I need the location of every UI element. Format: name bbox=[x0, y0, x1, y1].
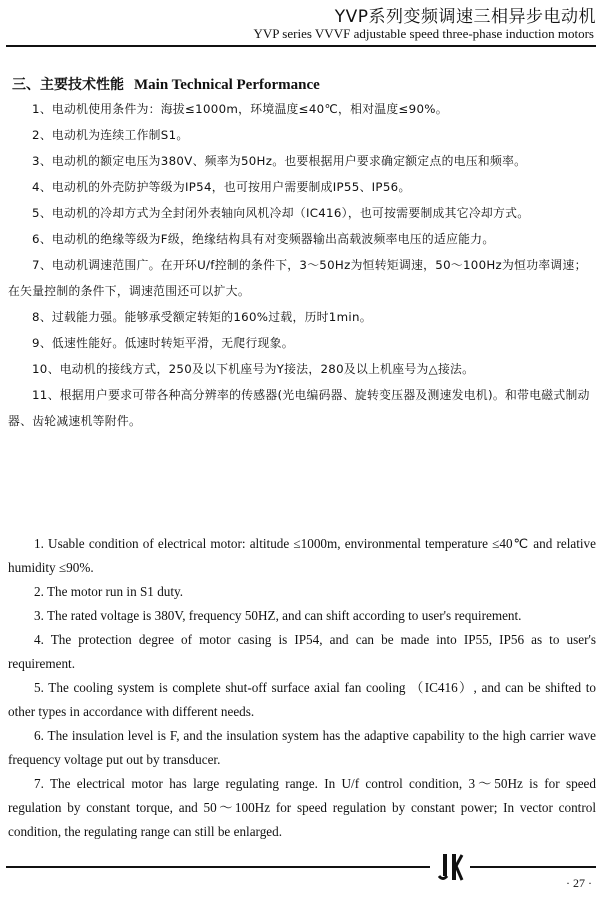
cn-item: 4、电动机的外壳防护等级为IP54，也可按用户需要制成IP55、IP56。 bbox=[32, 180, 411, 194]
cn-spec-list bbox=[0, 96, 602, 434]
cn-item: 6、电动机的绝缘等级为F级，绝缘结构具有对变频器输出高载波频率电压的适应能力。 bbox=[32, 232, 495, 246]
header-subtitle: YVP series VVVF adjustable speed three-phase induction motors bbox=[253, 26, 594, 41]
section-title-en: Main Technical Performance bbox=[134, 77, 320, 93]
cn-item: 9、低速性能好。低速时转矩平滑，无爬行现象。 bbox=[32, 336, 294, 350]
page-number: · 27 · bbox=[566, 876, 592, 890]
cn-item: 10、电动机的接线方式，250及以下机座号为Y接法，280及以上机座号为△接法。 bbox=[32, 362, 475, 376]
header-divider bbox=[6, 45, 596, 47]
en-spec-list bbox=[0, 532, 602, 844]
jk-logo-icon bbox=[438, 852, 464, 882]
en-item: 6. The insulation level is F, and the insulation system has the adaptive capability to the high carrier wave frequency voltage put out by transducer. bbox=[8, 728, 596, 767]
en-item: 1. Usable condition of electrical motor: altitude ≤1000m, environmental temperature ≤40℃ and relative humidity ≤90%. bbox=[8, 536, 596, 575]
section-title-cn: 三、主要技术性能 bbox=[12, 77, 124, 93]
en-item: 3. The rated voltage is 380V, frequency 50HZ, and can shift according to user's requirement. bbox=[34, 608, 522, 623]
cn-item: 8、过载能力强。能够承受额定转矩的160%过载，历时1min。 bbox=[32, 310, 372, 324]
cn-item: 1、电动机使用条件为：海拔≤1000m，环境温度≤40℃，相对温度≤90%。 bbox=[32, 102, 448, 116]
en-item: 4. The protection degree of motor casing is IP54, and can be made into IP55, IP56 as to user's requirement. bbox=[8, 632, 596, 671]
cn-item: 3、电动机的额定电压为380V、频率为50Hz。也要根据用户要求确定额定点的电压和频率。 bbox=[32, 154, 527, 168]
cn-item: 2、电动机为连续工作制S1。 bbox=[32, 128, 189, 142]
en-item: 5. The cooling system is complete shut-off surface axial fan cooling （IC416）, and can be shifted to other types in accordance with different needs. bbox=[8, 680, 596, 719]
en-item: 7. The electrical motor has large regulating range. In U/f control condition, 3～50Hz is for speed regulation by constant torque, and 50～100Hz for speed regulation by constant power; In vector control condition, the regulating range can still be enlarged. bbox=[8, 776, 596, 839]
cn-item: 5、电动机的冷却方式为全封闭外表轴向风机冷却（IC416），也可按需要制成其它冷却方式。 bbox=[32, 206, 530, 220]
footer-divider-right bbox=[470, 866, 596, 868]
en-item: 2. The motor run in S1 duty. bbox=[34, 584, 184, 599]
cn-item: 11、根据用户要求可带各种高分辨率的传感器(光电编码器、旋转变压器及测速发电机)。和带电磁式制动器、齿轮减速机等附件。 bbox=[8, 388, 590, 428]
section-heading bbox=[12, 74, 320, 94]
cn-item: 7、电动机调速范围广。在开环U/f控制的条件下，3～50Hz为恒转矩调速，50～100Hz为恒功率调速；在矢量控制的条件下，调速范围还可以扩大。 bbox=[8, 258, 587, 298]
footer-divider-left bbox=[6, 866, 430, 868]
header-title: YVP系列变频调速三相异步电动机 bbox=[334, 7, 596, 27]
